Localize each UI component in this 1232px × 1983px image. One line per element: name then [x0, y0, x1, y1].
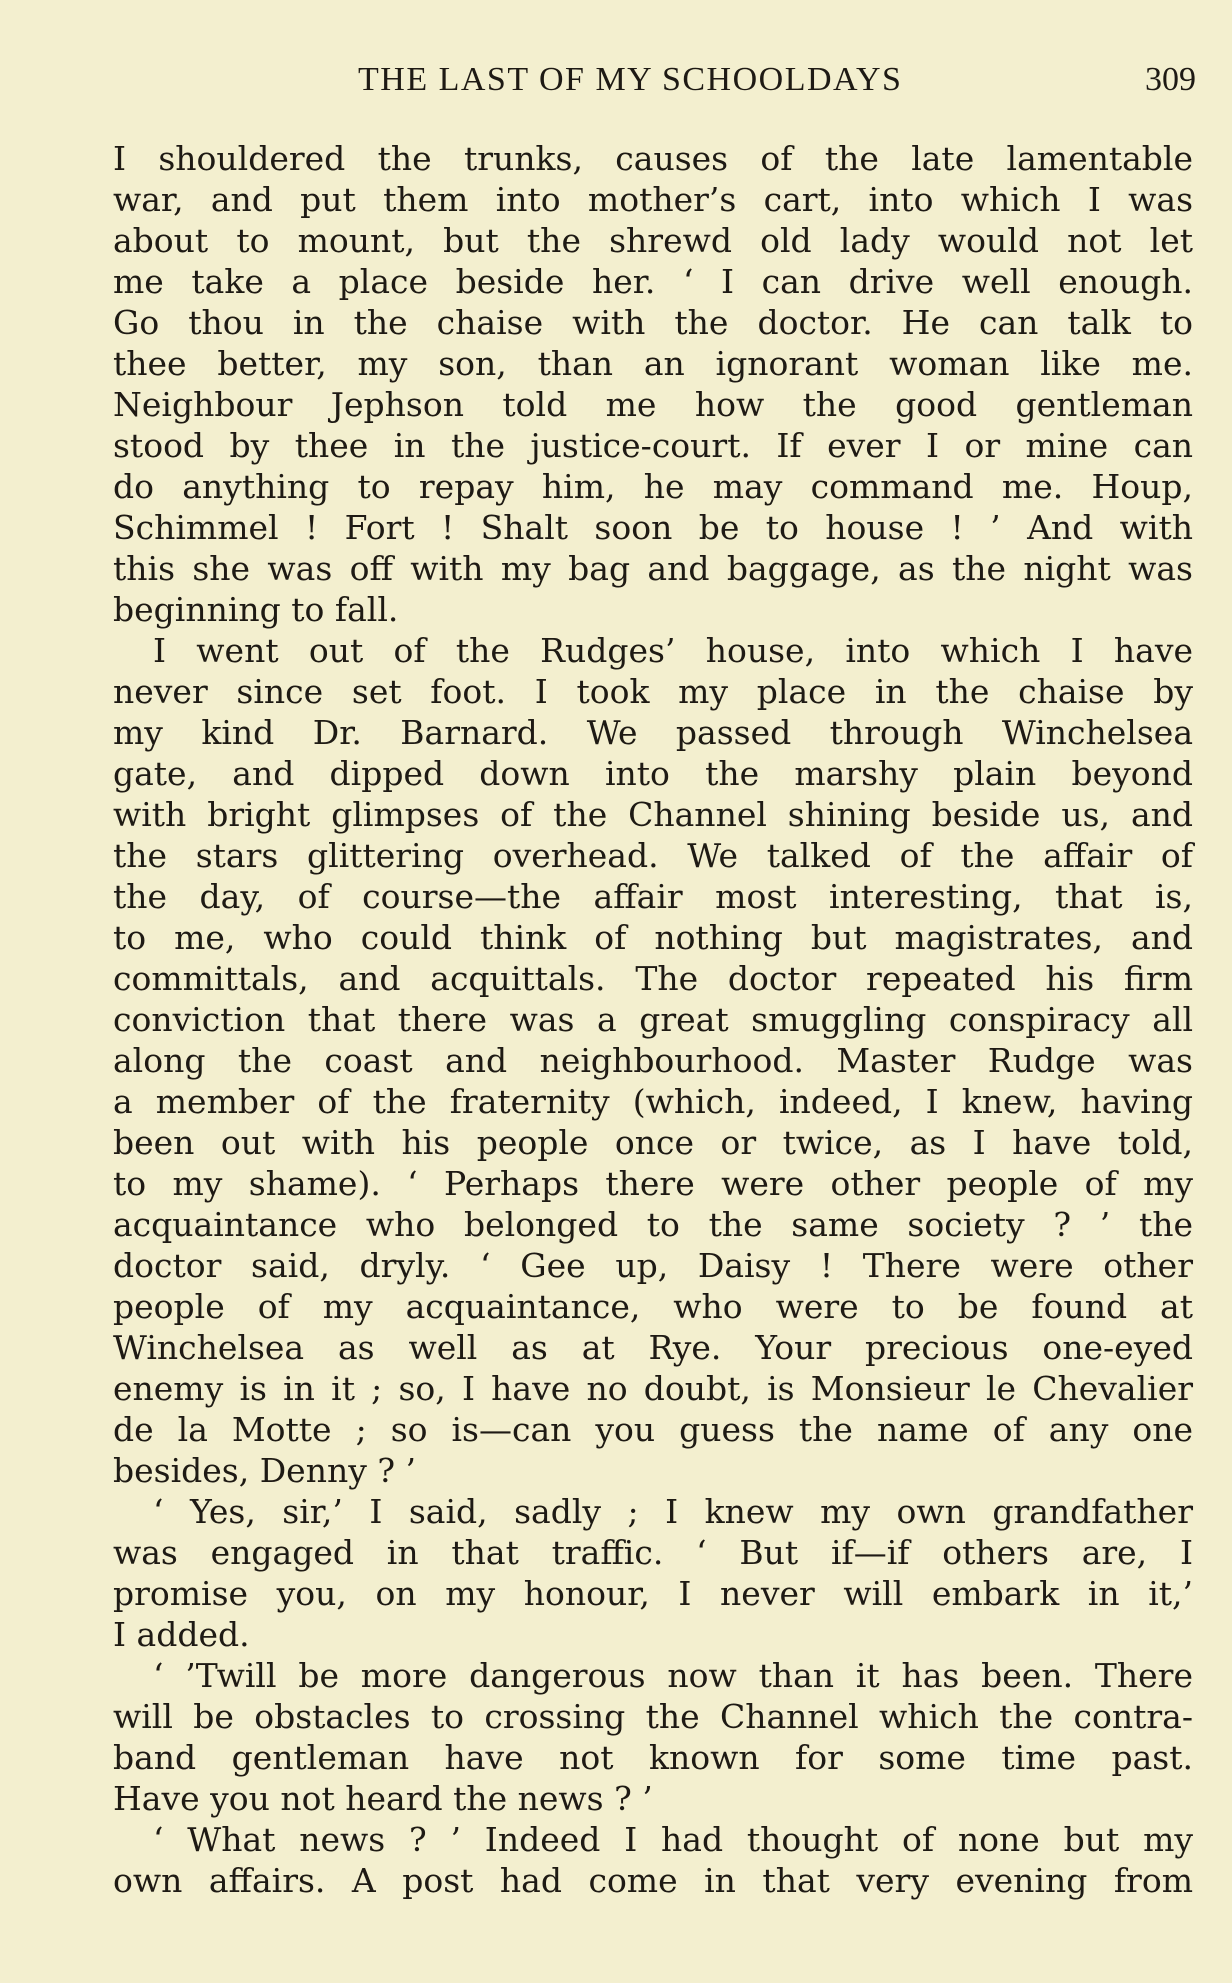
text-line: enemy is in it ; so, I have no doubt, is Monsieur le Chevalier [113, 1369, 1193, 1408]
text-line: this she was off with my bag and baggage, as the night was [113, 549, 1193, 588]
text-line: thee better, my son, than an ignorant woman like me. [113, 344, 1193, 383]
text-line: Schimmel ! Fort ! Shalt soon be to house ! ’ And with [113, 508, 1193, 547]
text-line: de la Motte ; so is—can you guess the name of any one [113, 1410, 1193, 1449]
text-line: a member of the fraternity (which, indeed, I knew, having [113, 1082, 1193, 1121]
running-title: THE LAST OF MY SCHOOLDAYS [358, 61, 903, 98]
text-line: been out with his people once or twice, as I have told, [113, 1123, 1193, 1162]
text-line: I added. [113, 1615, 250, 1654]
running-head [0, 58, 1232, 102]
paragraph-start-line: ‘ What news ? ’ Indeed I had thought of none but my [153, 1820, 1193, 1859]
text-line: Neighbour Jephson told me how the good gentleman [113, 385, 1193, 424]
text-line: band gentleman have not known for some time past. [113, 1738, 1193, 1777]
paragraph-start-line: ‘ Yes, sir,’ I said, sadly ; I knew my own grandfather [153, 1492, 1193, 1531]
text-line: about to mount, but the shrewd old lady would not let [113, 221, 1193, 260]
text-line: I shouldered the trunks, causes of the late lamentable [113, 139, 1193, 178]
text-line: promise you, on my honour, I never will embark in it,’ [113, 1574, 1193, 1613]
page-number: 309 [1145, 61, 1196, 98]
text-line: with bright glimpses of the Channel shining beside us, and [113, 795, 1193, 834]
text-line: Go thou in the chaise with the doctor. He can talk to [113, 303, 1193, 342]
text-line: to me, who could think of nothing but magistrates, and [113, 918, 1193, 957]
text-line: will be obstacles to crossing the Channel which the contra- [113, 1697, 1193, 1736]
text-line: doctor said, dryly. ‘ Gee up, Daisy ! There were other [113, 1246, 1193, 1285]
text-line: along the coast and neighbourhood. Master Rudge was [113, 1041, 1193, 1080]
paragraph-start-line: ‘ ’Twill be more dangerous now than it has been. There [153, 1656, 1193, 1695]
text-line: acquaintance who belonged to the same society ? ’ the [113, 1205, 1193, 1244]
text-line: the day, of course—the affair most interesting, that is, [113, 877, 1193, 916]
text-line: me take a place beside her. ‘ I can drive well enough. [113, 262, 1193, 301]
text-line: Winchelsea as well as at Rye. Your precious one-eyed [113, 1328, 1193, 1367]
text-line: was engaged in that traffic. ‘ But if—if others are, I [113, 1533, 1193, 1572]
text-line: Have you not heard the news ? ’ [113, 1779, 653, 1818]
text-line: never since set foot. I took my place in the chaise by [113, 672, 1193, 711]
paragraph-start-line: I went out of the Rudges’ house, into which I have [153, 631, 1193, 670]
text-line: own affairs. A post had come in that very evening from [113, 1861, 1193, 1900]
text-line: conviction that there was a great smuggling conspiracy all [113, 1000, 1193, 1039]
text-line: war, and put them into mother’s cart, into which I was [113, 180, 1193, 219]
text-line: gate, and dipped down into the marshy plain beyond [113, 754, 1193, 793]
body-text [113, 138, 1193, 1901]
text-line: do anything to repay him, he may command me. Houp, [113, 467, 1193, 506]
text-line: committals, and acquittals. The doctor repeated his firm [113, 959, 1193, 998]
text-line: the stars glittering overhead. We talked of the affair of [113, 836, 1193, 875]
text-line: besides, Denny ? ’ [113, 1451, 417, 1490]
text-line: people of my acquaintance, who were to be found at [113, 1287, 1193, 1326]
text-line: stood by thee in the justice-court. If ever I or mine can [113, 426, 1193, 465]
text-line: beginning to fall. [113, 590, 399, 629]
text-line: my kind Dr. Barnard. We passed through Winchelsea [113, 713, 1193, 752]
text-line: to my shame). ‘ Perhaps there were other people of my [113, 1164, 1193, 1203]
